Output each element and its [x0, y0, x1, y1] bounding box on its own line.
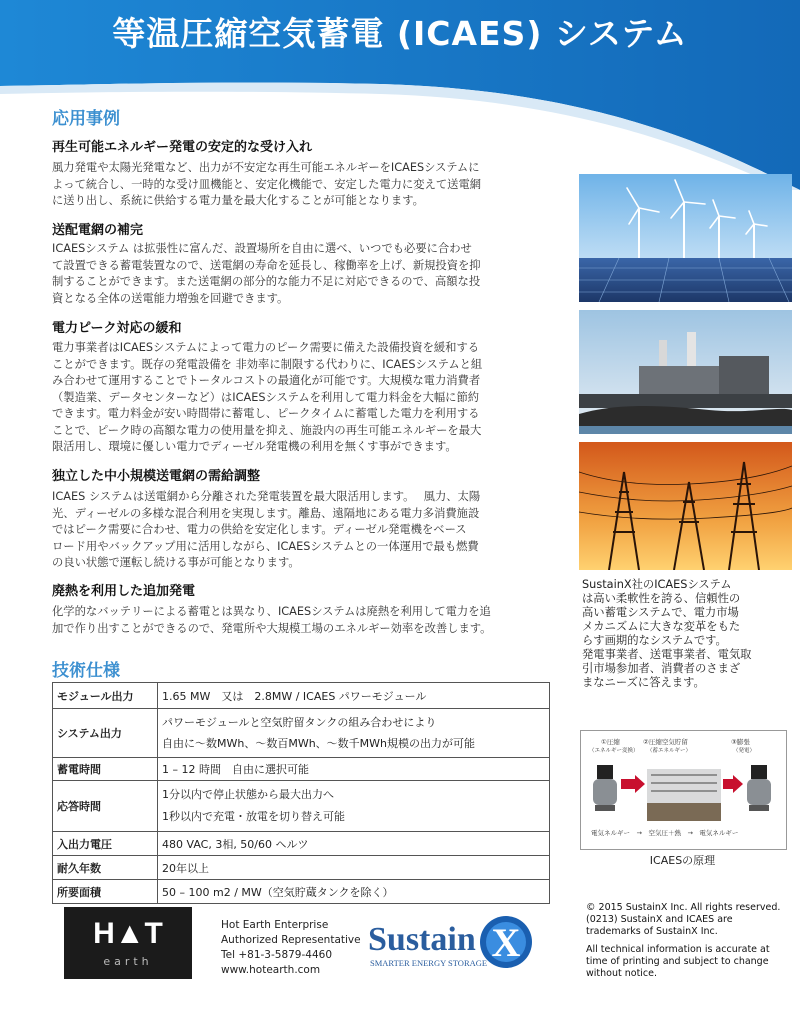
phone-number: Tel +81-3-5879-4460	[221, 949, 332, 961]
table-row	[53, 832, 550, 856]
table-row	[53, 758, 550, 781]
table-row	[53, 781, 550, 832]
spec-key: 入出力電圧	[53, 832, 158, 856]
app-heading-4: 独立した中小規模送電網の需給調整	[52, 469, 261, 484]
power-lines-photo	[579, 442, 792, 570]
table-row	[53, 880, 550, 904]
spec-value: 480 VAC, 3相, 50/60 ヘルツ	[158, 832, 550, 856]
section-title-applications: 応用事例	[52, 109, 120, 129]
app-heading-2: 送配電網の補完	[52, 223, 144, 238]
compressor-icon	[593, 765, 617, 811]
spec-key: 応答時間	[53, 781, 158, 832]
arrow-right-icon	[621, 775, 645, 793]
diagram-step-2: ②圧縮空気貯留	[643, 738, 688, 746]
diagram-step-3: ③膨張	[731, 738, 750, 746]
wind-solar-photo	[579, 174, 792, 302]
spec-key: モジュール出力	[53, 683, 158, 709]
app-text-5: 化学的なバッテリーによる蓄電とは異なり、ICAESシステムは廃熱を利用して電力を追 加で作り出すことができるので、発電所や大規模工場のエネルギー効率を改善します。	[52, 605, 492, 635]
diagram-step-2-sub: （蓄エネルギー）	[647, 748, 692, 754]
diagram-flow: 電気ネルギー → 空気圧＋熱 → 電気ネルギー	[591, 829, 739, 837]
power-plant-photo	[579, 310, 792, 434]
website-link[interactable]: www.hotearth.com	[221, 964, 321, 976]
app-heading-1: 再生可能エネルギー発電の安定的な受け入れ	[52, 140, 313, 155]
contact-info	[221, 918, 361, 978]
disclaimer-text: All technical information is accurate at time of printing and subject to change without notice.	[586, 944, 770, 979]
spec-key: 耐久年数	[53, 856, 158, 880]
spec-value: 1 – 12 時間 自由に選択可能	[158, 758, 550, 781]
rep-title: Authorized Representative	[221, 934, 361, 946]
hot-earth-logo: H▲T earth	[64, 907, 192, 979]
spec-value: 20年以上	[158, 856, 550, 880]
app-heading-5: 廃熱を利用した追加発電	[52, 584, 196, 599]
spec-value: 1分以内で停止状態から最大出力へ 1秒以内で充電・放電を切り替え可能	[158, 781, 550, 832]
sustainx-logo	[366, 908, 536, 980]
spec-key: 蓄電時間	[53, 758, 158, 781]
copyright-text: © 2015 SustainX Inc. All rights reserved. (0213) SustainX and ICAES are trademarks of SustainX Inc.	[586, 902, 781, 937]
spec-value: 1.65 MW 又は 2.8MW / ICAES パワーモジュール	[158, 683, 550, 709]
table-row	[53, 683, 550, 709]
arrow-right-icon	[723, 775, 743, 793]
app-text-1: 風力発電や太陽光発電など、出力が不安定な再生可能エネルギーをICAESシステムに よって統合し、一時的な受け皿機能と、安定化機能で、安定した電力に変えて送電網 に送り出し、系統に供給する電力量を最大化することが可能となります。	[52, 161, 482, 207]
svg-text:Sustain: Sustain	[368, 921, 476, 958]
table-row	[53, 856, 550, 880]
generator-icon	[747, 765, 771, 811]
page-title: 等温圧縮空気蓄電 (ICAES) システム	[112, 14, 688, 53]
diagram-caption: ICAESの原理	[649, 854, 716, 867]
diagram-step-1: ①圧縮	[601, 738, 620, 746]
storage-tank-icon	[647, 769, 721, 821]
diagram-step-3-sub: （発電）	[733, 748, 756, 754]
table-row	[53, 709, 550, 758]
icaes-principle-diagram	[580, 730, 787, 850]
svg-text:SMARTER ENERGY STORAGE: SMARTER ENERGY STORAGE	[370, 958, 488, 968]
company-name: Hot Earth Enterprise	[221, 919, 329, 931]
svg-text:X: X	[491, 920, 521, 965]
section-title-specs: 技術仕様	[52, 661, 120, 681]
spec-key: 所要面積	[53, 880, 158, 904]
diagram-step-1-sub: （エネルギー変換）	[589, 748, 639, 754]
spec-value: 50 – 100 m2 / MW（空気貯蔵タンクを除く）	[158, 880, 550, 904]
app-text-4: ICAES システムは送電網から分離された発電装置を最大限活用します。 風力、太陽 光、ディーゼルの多様な混合利用を実現します。離島、遠隔地にある電力多消費施設 ではピーク需要に合わせ、電力の供給を安定化します。ディーゼル発電機をベース ロード用やバックアップ用に活用しながら、ICAESシステムとの一体運用で最も燃費 の良い状態で運転し続ける事が可能となります。	[52, 490, 481, 569]
system-caption: SustainX社のICAESシステム は高い柔軟性を誇る、信頼性の 高い蓄電システムで、電力市場 メカニズムに大きな変革をもた らす画期的なシステムです。 発電事業者、送電事業者、電気取 引市場参加者、消費者のさまざ まなニーズに答えます。	[582, 578, 752, 689]
spec-value: パワーモジュールと空気貯留タンクの組み合わせにより 自由に～数MWh、～数百MWh、～数千MWh規模の出力が可能	[158, 709, 550, 758]
app-text-3: 電力事業者はICAESシステムによって電力のピーク需要に備えた設備投資を緩和する ことができます。既存の発電設備を 非効率に制限する代わりに、ICAESシステムと組 み合わせて運用することでトータルコストの最適化が可能です。大規模な電力消費者 （製造業、データセンターなど）はICAESシステムを利用して電力料金を大幅に節約 できます。電力料金が安い時間帯に蓄電し、ピークタイムに蓄電した電力を利用する ことで、ピーク時の高額な電力の使用量を抑え、施設内の再生可能エネルギーを最大 限活用し、環境に優しい電力でディーゼル発電機の利用を無くす事ができます。	[52, 341, 483, 453]
spec-table	[52, 682, 550, 904]
app-heading-3: 電力ピーク対応の緩和	[52, 321, 182, 336]
spec-key: システム出力	[53, 709, 158, 758]
app-text-2: ICAESシステム は拡張性に富んだ、設置場所を自由に選べ、いつでも必要に合わせ て設置できる蓄電装置なので、送電網の寿命を延長し、稼働率を上げ、新規投資を抑 制することができます。また送電網の部分的な能力不足に対応できるので、高額な投 資となる全体の送電能力増強を回避できます。	[52, 242, 481, 305]
